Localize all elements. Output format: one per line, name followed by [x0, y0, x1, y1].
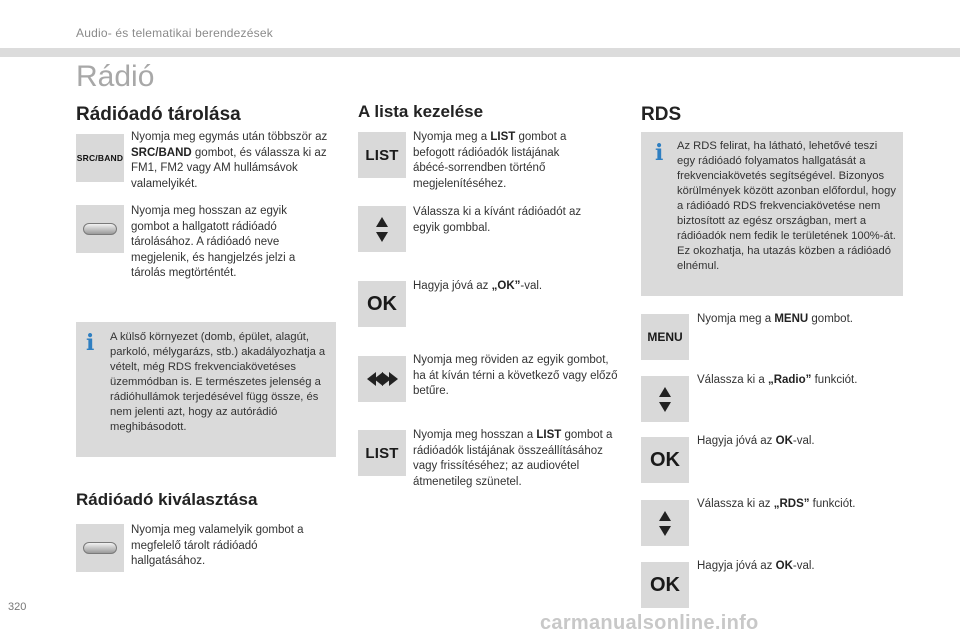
seek-arrows-icon — [358, 356, 406, 402]
list-step-4: Nyomja meg röviden az egyik gombot, ha át kíván térni a következő vagy előző betűre. — [413, 354, 618, 397]
arrow-up-icon — [659, 511, 671, 521]
select-step-1: Nyomja meg valamelyik gombot a megfelelő tárolt rádióadó hallgatásához. — [131, 524, 304, 567]
ok-label: OK — [367, 292, 397, 315]
list-label: LIST — [365, 444, 399, 462]
seek-back-icon — [367, 372, 381, 386]
page-number: 320 — [8, 601, 27, 613]
info-box-rds — [641, 132, 903, 296]
src-band-button-icon — [76, 134, 124, 182]
info-icon: i — [655, 140, 664, 166]
heading-store-station: Rádióadó tárolása — [76, 104, 241, 125]
ok-button-icon — [641, 437, 689, 483]
arrow-up-icon — [659, 387, 671, 397]
heading-rds: RDS — [641, 104, 682, 125]
header-title: Audio- és telematikai berendezések — [76, 26, 273, 40]
rds-step-5: Hagyja jóvá az OK-val. — [697, 560, 815, 572]
arrow-up-icon — [376, 217, 388, 227]
preset-pill-icon — [83, 542, 117, 554]
rds-step-4: Válassza ki az „RDS” funkciót. — [697, 498, 856, 510]
store-step-1: Nyomja meg egymás után többször az SRC/BAND gombot, és válassza ki az FM1, FM2 vagy AM hullámsávok valamelyikét. — [131, 131, 328, 190]
store-step-2: Nyomja meg hosszan az egyik gombot a hallgatott rádióadó tárolásához. A rádióadó neve megjelenik, és hangjelzés jelzi a tárolás megtörténtét. — [131, 205, 296, 279]
list-label: LIST — [365, 146, 399, 164]
section-title: Rádió — [76, 60, 155, 93]
list-step-1: Nyomja meg a LIST gombot a befogott rádióadók listájának ábécé-sorrendben történő megjelenítéséhez. — [413, 131, 567, 190]
seek-forward-icon — [384, 372, 398, 386]
heading-list-management: A lista kezelése — [358, 102, 484, 121]
up-down-arrows-icon — [641, 376, 689, 422]
info-text-reception: A külső környezet (domb, épület, alagút, parkoló, mélygarázs, stb.) akadályozhatja a vételt, még RDS frekvenciakövetéses üzemmódban is. E természetes jelenség a rádióhullámok terjedésével függ össze, és nem jelenti azt, hogy az autórádió meghibásodott. — [110, 331, 326, 433]
heading-select-station: Rádióadó kiválasztása — [76, 490, 258, 509]
ok-button-icon — [358, 281, 406, 327]
info-box-reception — [76, 322, 336, 457]
ok-label: OK — [650, 573, 680, 596]
up-down-arrows-icon — [641, 500, 689, 546]
preset-button-icon-2 — [76, 524, 124, 572]
arrow-down-icon — [659, 526, 671, 536]
watermark: carmanualsonline.info — [540, 612, 759, 634]
menu-button-icon — [641, 314, 689, 360]
rds-step-2: Válassza ki a „Radio” funkciót. — [697, 374, 858, 386]
arrow-down-icon — [376, 232, 388, 242]
src-band-label: SRC/BAND — [76, 153, 124, 163]
preset-pill-icon — [83, 223, 117, 235]
list-step-5: Nyomja meg hosszan a LIST gombot a rádióadók listájának összeállításához vagy frissítéséhez; az audiovétel átmenetileg szünetel. — [413, 429, 613, 488]
preset-button-icon — [76, 205, 124, 253]
info-icon: i — [86, 330, 95, 356]
arrow-down-icon — [659, 402, 671, 412]
ok-button-icon-2 — [641, 562, 689, 608]
ok-label: OK — [650, 448, 680, 471]
list-step-2: Válassza ki a kívánt rádióadót az egyik gombbal. — [413, 206, 582, 234]
header-rule — [0, 48, 960, 57]
rds-step-1: Nyomja meg a MENU gombot. — [697, 313, 853, 325]
rds-step-3: Hagyja jóvá az OK-val. — [697, 435, 815, 447]
list-step-3: Hagyja jóvá az „OK”-val. — [413, 280, 543, 292]
menu-label: MENU — [647, 330, 683, 344]
info-text-rds: Az RDS felirat, ha látható, lehetővé teszi egy rádióadó folyamatos hallgatását a frekvenciakövetés segítségével. Bizonyos körülmények között azonban előfordul, hogy a rádióadó RDS frekvenciakövetése nem biztosított az egész országban, mert a rádióadók nem fedik le területének 100%-át. Ez okozhatja, ha utazás közben a rádióadó elnémul. — [677, 140, 896, 272]
list-button-icon-2 — [358, 430, 406, 476]
up-down-arrows-icon — [358, 206, 406, 252]
list-button-icon — [358, 132, 406, 178]
